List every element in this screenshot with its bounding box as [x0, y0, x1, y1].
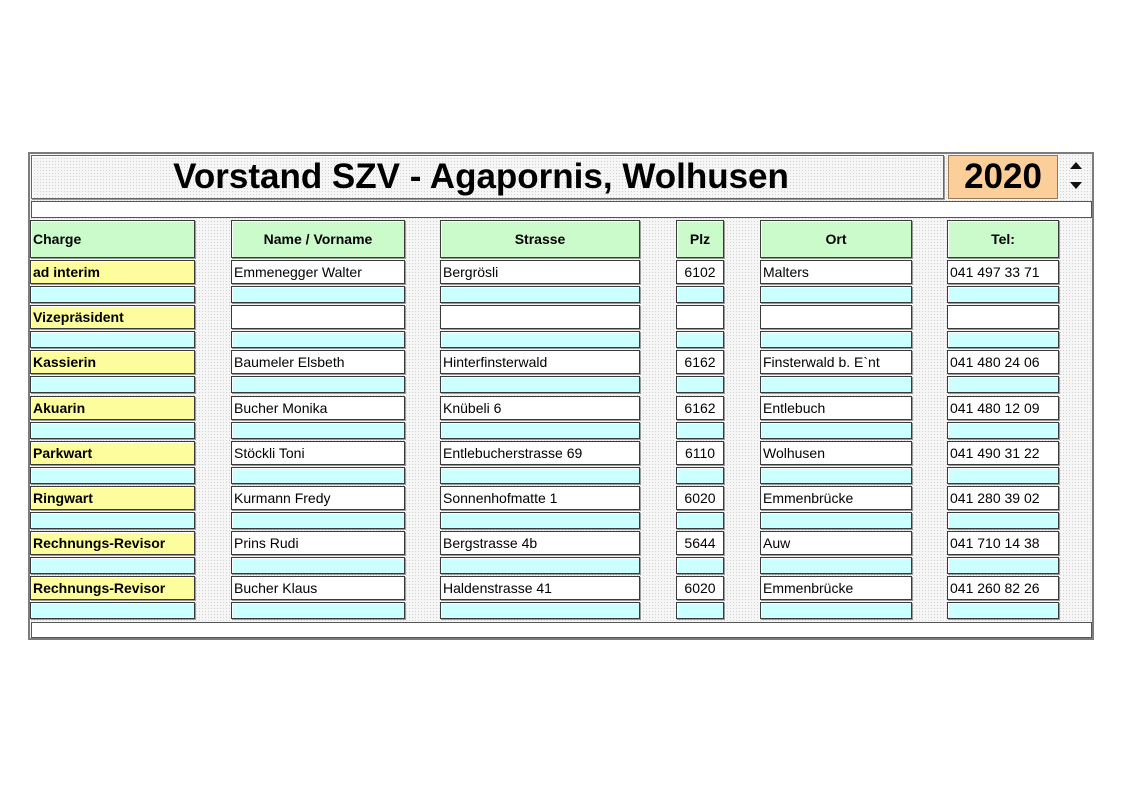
- spacer-charge[interactable]: [30, 331, 195, 348]
- cell-name[interactable]: Prins Rudi: [231, 531, 405, 555]
- header-tel: Tel:: [947, 220, 1059, 258]
- cell-strasse[interactable]: Knübeli 6: [440, 396, 640, 420]
- cell-charge[interactable]: Vizepräsident: [30, 305, 195, 329]
- cell-name[interactable]: Kurmann Fredy: [231, 486, 405, 510]
- cell-plz[interactable]: 6110: [676, 441, 724, 465]
- cell-charge[interactable]: Rechnungs-Revisor: [30, 531, 195, 555]
- spacer-plz[interactable]: [676, 422, 724, 439]
- spacer-charge[interactable]: [30, 376, 195, 393]
- spacer-plz[interactable]: [676, 331, 724, 348]
- spacer-charge[interactable]: [30, 512, 195, 529]
- spacer-name[interactable]: [231, 331, 405, 348]
- cell-strasse[interactable]: Haldenstrasse 41: [440, 576, 640, 600]
- spacer-charge[interactable]: [30, 422, 195, 439]
- cell-strasse[interactable]: Entlebucherstrasse 69: [440, 441, 640, 465]
- spacer-plz[interactable]: [676, 376, 724, 393]
- cell-tel[interactable]: 041 260 82 26: [947, 576, 1059, 600]
- cell-charge[interactable]: Ringwart: [30, 486, 195, 510]
- cell-charge[interactable]: Akuarin: [30, 396, 195, 420]
- spacer-strasse[interactable]: [440, 557, 640, 574]
- cell-name[interactable]: Baumeler Elsbeth: [231, 350, 405, 374]
- spacer-tel[interactable]: [947, 422, 1059, 439]
- cell-ort[interactable]: Finsterwald b. E`nt: [760, 350, 912, 374]
- header-plz: Plz: [676, 220, 724, 258]
- year-spinner[interactable]: [1066, 156, 1086, 196]
- cell-name[interactable]: Bucher Klaus: [231, 576, 405, 600]
- cell-plz[interactable]: 5644: [676, 531, 724, 555]
- cell-plz[interactable]: 6020: [676, 576, 724, 600]
- spacer-strasse[interactable]: [440, 376, 640, 393]
- cell-tel[interactable]: 041 480 24 06: [947, 350, 1059, 374]
- cell-tel[interactable]: 041 280 39 02: [947, 486, 1059, 510]
- spacer-name[interactable]: [231, 286, 405, 303]
- cell-ort[interactable]: Emmenbrücke: [760, 576, 912, 600]
- spacer-strasse[interactable]: [440, 467, 640, 484]
- spacer-charge[interactable]: [30, 467, 195, 484]
- cell-strasse[interactable]: Bergstrasse 4b: [440, 531, 640, 555]
- cell-tel[interactable]: 041 497 33 71: [947, 260, 1059, 284]
- cell-strasse[interactable]: Bergrösli: [440, 260, 640, 284]
- spacer-strasse[interactable]: [440, 512, 640, 529]
- spacer-plz[interactable]: [676, 286, 724, 303]
- cell-charge[interactable]: ad interim: [30, 260, 195, 284]
- cell-plz[interactable]: 6020: [676, 486, 724, 510]
- cell-ort[interactable]: Emmenbrücke: [760, 486, 912, 510]
- cell-ort[interactable]: [760, 305, 912, 329]
- spacer-ort[interactable]: [760, 512, 912, 529]
- spacer-name[interactable]: [231, 467, 405, 484]
- spacer-ort[interactable]: [760, 467, 912, 484]
- spacer-strasse[interactable]: [440, 602, 640, 619]
- cell-plz[interactable]: 6102: [676, 260, 724, 284]
- spacer-tel[interactable]: [947, 602, 1059, 619]
- cell-name[interactable]: Stöckli Toni: [231, 441, 405, 465]
- spacer-charge[interactable]: [30, 557, 195, 574]
- spacer-name[interactable]: [231, 512, 405, 529]
- cell-name[interactable]: Emmenegger Walter: [231, 260, 405, 284]
- cell-plz[interactable]: [676, 305, 724, 329]
- spacer-ort[interactable]: [760, 602, 912, 619]
- spacer-ort[interactable]: [760, 557, 912, 574]
- cell-plz[interactable]: 6162: [676, 396, 724, 420]
- page-title: Vorstand SZV - Agapornis, Wolhusen: [173, 157, 789, 196]
- header-name: Name / Vorname: [231, 220, 405, 258]
- spacer-charge[interactable]: [30, 602, 195, 619]
- cell-charge[interactable]: Parkwart: [30, 441, 195, 465]
- spacer-name[interactable]: [231, 422, 405, 439]
- cell-name[interactable]: [231, 305, 405, 329]
- cell-ort[interactable]: Malters: [760, 260, 912, 284]
- spacer-charge[interactable]: [30, 286, 195, 303]
- spacer-strasse[interactable]: [440, 286, 640, 303]
- footer-bar: [31, 622, 1092, 638]
- spacer-name[interactable]: [231, 376, 405, 393]
- header-ort: Ort: [760, 220, 912, 258]
- spacer-plz[interactable]: [676, 602, 724, 619]
- spacer-ort[interactable]: [760, 286, 912, 303]
- cell-plz[interactable]: 6162: [676, 350, 724, 374]
- cell-ort[interactable]: Auw: [760, 531, 912, 555]
- spacer-name[interactable]: [231, 557, 405, 574]
- spacer-strasse[interactable]: [440, 331, 640, 348]
- spacer-name[interactable]: [231, 602, 405, 619]
- spacer-ort[interactable]: [760, 376, 912, 393]
- cell-ort[interactable]: Entlebuch: [760, 396, 912, 420]
- cell-tel[interactable]: 041 710 14 38: [947, 531, 1059, 555]
- year-field[interactable]: 2020: [948, 155, 1058, 199]
- spacer-plz[interactable]: [676, 467, 724, 484]
- cell-charge[interactable]: Rechnungs-Revisor: [30, 576, 195, 600]
- header-charge: Charge: [30, 220, 195, 258]
- spacer-tel[interactable]: [947, 331, 1059, 348]
- cell-strasse[interactable]: Sonnenhofmatte 1: [440, 486, 640, 510]
- cell-charge[interactable]: Kassierin: [30, 350, 195, 374]
- spacer-strasse[interactable]: [440, 422, 640, 439]
- spacer-tel[interactable]: [947, 557, 1059, 574]
- cell-tel[interactable]: [947, 305, 1059, 329]
- subtitle-bar: [31, 201, 1092, 218]
- header-strasse: Strasse: [440, 220, 640, 258]
- spacer-tel[interactable]: [947, 467, 1059, 484]
- spacer-plz[interactable]: [676, 512, 724, 529]
- spacer-plz[interactable]: [676, 557, 724, 574]
- spacer-tel[interactable]: [947, 286, 1059, 303]
- cell-tel[interactable]: 041 480 12 09: [947, 396, 1059, 420]
- cell-ort[interactable]: Wolhusen: [760, 441, 912, 465]
- arrow-down-icon[interactable]: [1070, 182, 1082, 189]
- spacer-tel[interactable]: [947, 512, 1059, 529]
- spacer-ort[interactable]: [760, 331, 912, 348]
- arrow-up-icon[interactable]: [1070, 162, 1082, 169]
- cell-name[interactable]: Bucher Monika: [231, 396, 405, 420]
- spacer-tel[interactable]: [947, 376, 1059, 393]
- spacer-ort[interactable]: [760, 422, 912, 439]
- cell-tel[interactable]: 041 490 31 22: [947, 441, 1059, 465]
- cell-strasse[interactable]: [440, 305, 640, 329]
- cell-strasse[interactable]: Hinterfinsterwald: [440, 350, 640, 374]
